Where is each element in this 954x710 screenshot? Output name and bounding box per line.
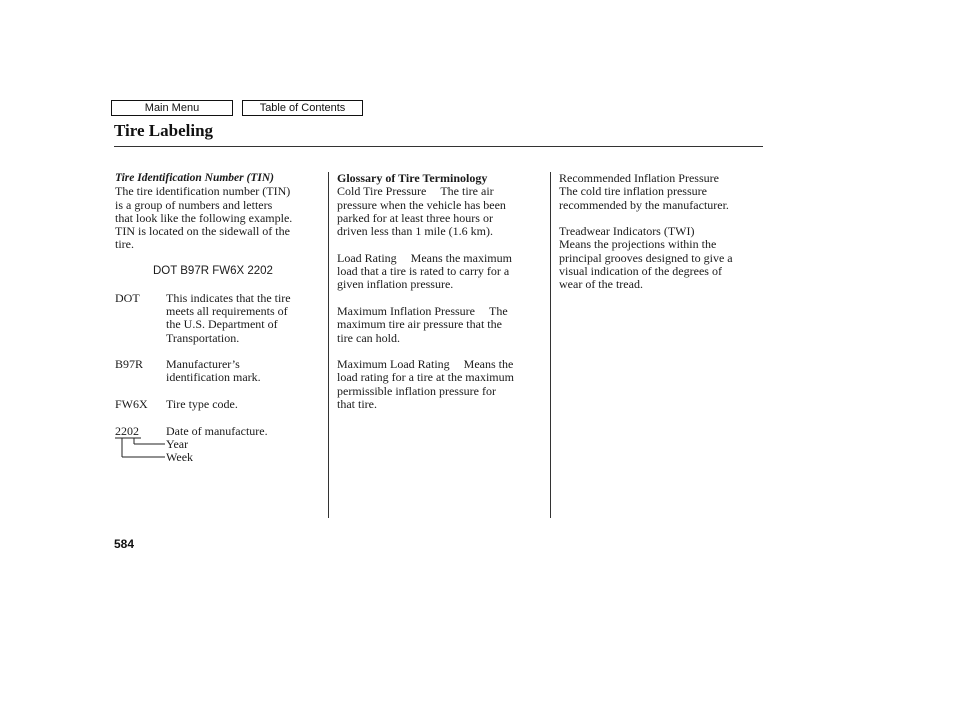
tin-intro-line: The tire identification number (TIN) — [115, 184, 291, 199]
definition-term: FW6X — [115, 397, 148, 412]
glossary-definition: The — [488, 303, 508, 318]
tin-intro-line: tire. — [115, 237, 134, 252]
definition-line: Manufacturer’s — [166, 357, 240, 372]
tin-definition-b97r — [115, 358, 320, 385]
glossary-definition: The tire air — [440, 184, 494, 199]
tin-heading: Tire Identification Number (TIN) — [115, 172, 274, 184]
glossary-column — [337, 172, 547, 411]
column-divider-1 — [328, 172, 329, 518]
tin-intro-line: is a group of numbers and letters — [115, 197, 273, 212]
glossary-line: load rating for a tire at the maximum — [337, 370, 514, 385]
glossary-term: Maximum Inflation Pressure — [337, 303, 475, 318]
tin-example: DOT B97R FW6X 2202 — [153, 265, 273, 278]
glossary-line: pressure when the vehicle has been — [337, 197, 506, 212]
glossary-line: maximum tire air pressure that the — [337, 317, 502, 332]
definition-line: meets all requirements of — [166, 303, 288, 318]
glossary-term: Load Rating — [337, 250, 397, 265]
definition-line: This indicates that the tire — [166, 290, 291, 305]
glossary-entry-first-line — [337, 252, 547, 265]
tin-intro-line: that look like the following example. — [115, 210, 293, 225]
glossary-entry-first-line — [337, 185, 547, 198]
main-menu-button[interactable]: Main Menu — [111, 100, 233, 116]
definition-term: DOT — [115, 290, 140, 305]
date-week-label: Week — [166, 450, 194, 465]
page-number: 584 — [114, 537, 135, 551]
definition-term: 2202 — [115, 423, 139, 438]
glossary-line: The cold tire inflation pressure — [559, 184, 707, 199]
definition-line: the U.S. Department of — [166, 317, 278, 332]
glossary-line: Means the projections within the — [559, 237, 717, 252]
tin-column — [115, 172, 320, 465]
glossary-line: parked for at least three hours or — [337, 210, 493, 225]
glossary-line: load that a tire is rated to carry for a — [337, 264, 510, 279]
glossary-term: Recommended Inflation Pressure — [559, 171, 719, 185]
glossary-heading: Glossary of Tire Terminology — [337, 171, 488, 185]
page-title: Tire Labeling — [114, 121, 214, 140]
glossary-line: visual indication of the degrees of — [559, 264, 722, 279]
glossary-column-continued — [559, 172, 764, 292]
glossary-definition: Means the maximum — [410, 250, 512, 265]
title-divider — [114, 146, 763, 147]
glossary-entry-first-line — [337, 358, 547, 371]
glossary-entry-first-line — [337, 305, 547, 318]
column-divider-2 — [550, 172, 551, 518]
definition-line: Transportation. — [166, 330, 240, 345]
tin-definition-dot — [115, 292, 320, 345]
glossary-line: permissible inflation pressure for — [337, 383, 496, 398]
definition-line: identification mark. — [166, 370, 261, 385]
glossary-line: that tire. — [337, 397, 377, 412]
glossary-line: recommended by the manufacturer. — [559, 197, 729, 212]
glossary-line: given inflation pressure. — [337, 277, 454, 292]
glossary-line: wear of the tread. — [559, 277, 643, 292]
tin-intro-line: TIN is located on the sidewall of the — [115, 224, 290, 239]
glossary-term: Maximum Load Rating — [337, 357, 450, 372]
glossary-term: Treadwear Indicators (TWI) — [559, 224, 695, 239]
definition-term: B97R — [115, 357, 144, 372]
date-year-label: Year — [166, 436, 189, 451]
date-bracket-lines — [115, 436, 167, 460]
glossary-line: principal grooves designed to give a — [559, 250, 733, 265]
tin-definition-fw6x — [115, 398, 320, 411]
glossary-line: driven less than 1 mile (1.6 km). — [337, 224, 493, 239]
glossary-definition: Means the — [463, 357, 514, 372]
definition-line: Date of manufacture. — [166, 423, 268, 438]
glossary-line: tire can hold. — [337, 330, 400, 345]
table-of-contents-button[interactable]: Table of Contents — [242, 100, 363, 116]
glossary-term: Cold Tire Pressure — [337, 184, 427, 199]
definition-line: Tire type code. — [166, 397, 238, 412]
